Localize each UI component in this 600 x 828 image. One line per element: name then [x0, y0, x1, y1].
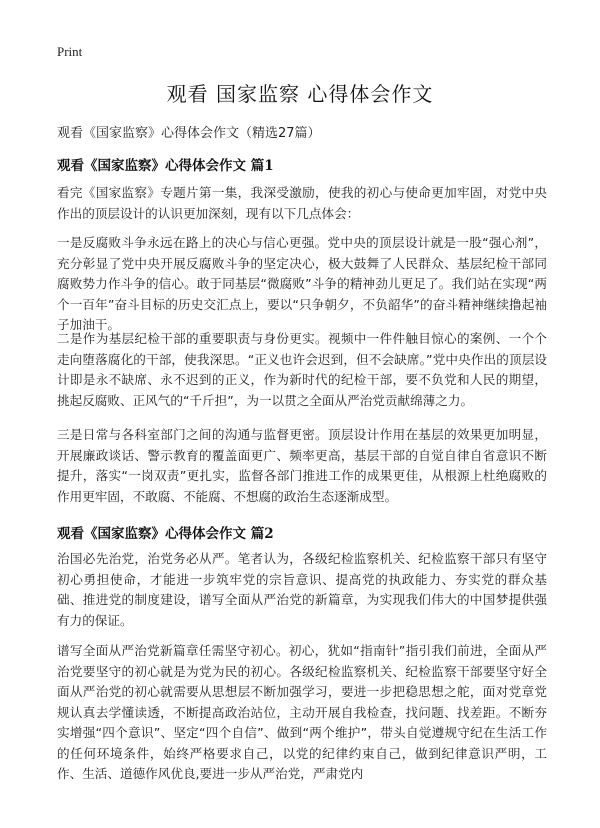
section-1-paragraph-4-block: [57, 425, 547, 507]
page-subtitle: 观看《国家监察》心得体会作文（精选27篇）: [57, 126, 321, 141]
paragraph: 三是日常与各科室部门之间的沟通与监督更密。顶层设计作用在基层的效果更加明显，开展廉政谈话、警示教育的覆盖面更广、频率更高，基层干部的自觉自律自省意识不断提升，落实“一岗双责”更扎实，监督各部门推进工作的成果更佳，从根源上杜绝腐败的作用更牢固，不敢腐、不能腐、不想腐的政治生态逐渐成型。: [57, 427, 547, 504]
page-title: 观看 国家监察 心得体会作文: [166, 82, 434, 106]
print-label[interactable]: Print: [57, 44, 83, 59]
section-2-paragraph-1-block: [57, 549, 547, 631]
paragraph: 谱写全面从严治党新篇章任需坚守初心。初心，犹如“指南针”指引我们前进，全面从严治党要坚守的初心就是为党为民的初心。各级纪检监察机关、纪检监察干部要坚守好全面从严治党的初心就需要从思想层不断加强学习，要进一步把稳思想之舵，面对党章党规认真去学懂读透，不断提高政治站位，主动开展自我检查，找问题、找差距。不断夯实增强“四个意识”、坚定“四个自信”、做到“两个维护”，带头自觉遵规守纪在生活工作的任何环境条件，始终严格要求自己，以党的纪律约束自己，做到纪律意识严明，工作、生活、道德作风优良,要进一步从严治党，严肃党内: [57, 643, 547, 781]
section-2-heading-block: [57, 522, 547, 542]
section-heading: 观看《国家监察》心得体会作文 篇1: [57, 158, 274, 174]
paragraph: 二是作为基层纪检干部的重要职责与身份更实。视频中一件件触目惊心的案例、一个个走向堕落腐化的干部，使我深思。“正义也许会迟到，但不会缺席。”党中央作出的顶层设计即是永不缺席、永不迟到的正义，作为新时代的纪检干部，要不负党和人民的期望，挑起反腐败、正风气的“千斤担”，为一以贯之全面从严治党贡献绵薄之力。: [57, 331, 547, 408]
section-2-paragraph-2-block: [57, 641, 547, 785]
paragraph: 治国必先治党，治党务必从严。笔者认为，各级纪检监察机关、纪检监察干部只有坚守初心勇担使命，才能进一步筑牢党的宗旨意识、提高党的执政能力、夯实党的群众基础、推进党的制度建设，谱写全面从严治党的新篇章，为实现我们伟大的中国梦提供强有力的保证。: [57, 551, 547, 628]
section-1-paragraph-2-block: [57, 233, 547, 336]
paragraph: 看完《国家监察》专题片第一集，我深受激励，使我的初心与使命更加牢固，对党中央作出的顶层设计的认识更加深刻，现有以下几点体会：: [57, 185, 547, 221]
section-1-paragraph-1-block: [57, 183, 547, 224]
section-heading: 观看《国家监察》心得体会作文 篇2: [57, 526, 274, 542]
section-1-heading-block: [57, 154, 547, 174]
section-1-paragraph-3-block: [57, 329, 547, 411]
paragraph: 一是反腐败斗争永远在路上的决心与信心更强。党中央的顶层设计就是一股“强心剂”，充分彰显了党中央开展反腐败斗争的坚定决心，极大鼓舞了人民群众、基层纪检干部同腐败势力作斗争的信心。敢于同基层“微腐败”斗争的精神劲儿更足了。我们站在实现“两个一百年”奋斗目标的历史交汇点上，要以“只争朝夕，不负韶华”的奋斗精神继续撸起袖子加油干。: [57, 235, 547, 332]
